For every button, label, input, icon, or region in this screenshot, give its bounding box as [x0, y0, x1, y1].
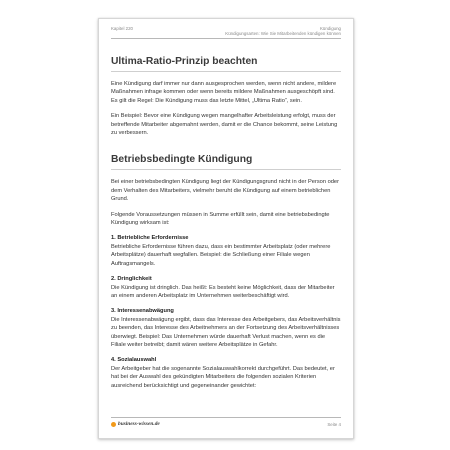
paragraph: Folgende Voraussetzungen müssen in Summe erfüllt sein, damit eine betriebsbedingte Kündigung wirksam ist: [111, 211, 330, 227]
document-page [98, 18, 354, 439]
paragraph: Ein Beispiel: Bevor eine Kündigung wegen mangelhafter Arbeitsleistung erfolgt, muss der betreffende Mitarbeiter abgemahnt werden, damit er die Chance bekommt, seine Leistung zu verbessern. [111, 113, 338, 137]
page-header [111, 26, 341, 36]
list-item-text: Der Arbeitgeber hat die sogenannte Sozialauswahlkorrekt durchgeführt. Das bedeutet, er hat bei der Auswahl des gekündigten Mitarbeiters die folgenden sozialen Kriterien ausreichend berücksichtigt und gegeneinander gewichtet: [111, 365, 335, 389]
business-wissen-logo [111, 421, 160, 427]
header-topic: Kündigung [320, 26, 341, 31]
list-item-title: 3. Interessenabwägung [111, 308, 174, 315]
header-chapter: Kapitel 220 [111, 26, 133, 31]
logo-text: business-wissen.de [118, 421, 160, 427]
list-item-text: Die Kündigung ist dringlich. Das heißt: Es besteht keine Möglichkeit, dass der Mitarbeiter an einem anderen Arbeitsplatz im Unternehmen weiterbeschäftigt wird. [111, 284, 335, 299]
section-heading-ultima-ratio: Ultima-Ratio-Prinzip beachten [111, 56, 258, 67]
section-divider [111, 169, 341, 170]
list-item-title: 1. Betriebliche Erfordernisse [111, 235, 189, 242]
header-subtitle: Kündigungsarten: Wie Sie Mitarbeitenden kündigen können [225, 31, 341, 36]
page-body [111, 56, 341, 397]
list-item-title: 4. Sozialauswahl [111, 357, 157, 364]
page-footer [111, 421, 341, 427]
header-divider [111, 38, 341, 39]
paragraph: Bei einer betriebsbedingten Kündigung liegt der Kündigungsgrund nicht in der Person oder dem Verhalten des Mitarbeiters, vielmehr beruht die Kündigung auf einem betrieblichen Grund. [111, 179, 339, 203]
footer-divider [111, 417, 341, 418]
section-divider [111, 71, 341, 72]
paragraph: Eine Kündigung darf immer nur dann ausgesprochen werden, wenn nicht andere, mildere Maßnahmen infrage kommen oder wenn bereits mildere Maßnahmen ausgeschöpft sind. Es gilt die Regel: Die Kündigung muss das letzte Mittel, „Ultima Ratio“, sein. [111, 81, 337, 104]
section-heading-betriebsbedingt: Betriebsbedingte Kündigung [111, 154, 253, 166]
list-item-text: Betriebliche Erfordernisse führen dazu, dass ein bestimmter Arbeitsplatz (oder mehrere Arbeitsplätze) dauerhaft wegfallen. Beispiel: die Schließung einer Filiale wegen Auftragsmangels. [111, 243, 331, 267]
page-number: Seite 4 [327, 421, 341, 427]
logo-dot-icon [111, 422, 116, 427]
list-item-text: Die Interessenabwägung ergibt, dass das Interesse des Arbeitgebers, das Arbeitsverhältnis zu beenden, das Interesse des Arbeitnehmers an der Fortsetzung des Arbeitsverhältnisses überwiegt. Beispiel: Das Unternehmen würde dauerhaft Verlust machen, wenn es die Filiale weiter betreibt; damit wären weitere Arbeitsplätze in Gefahr. [111, 316, 341, 348]
list-item-title: 2. Dringlichkeit [111, 276, 152, 283]
